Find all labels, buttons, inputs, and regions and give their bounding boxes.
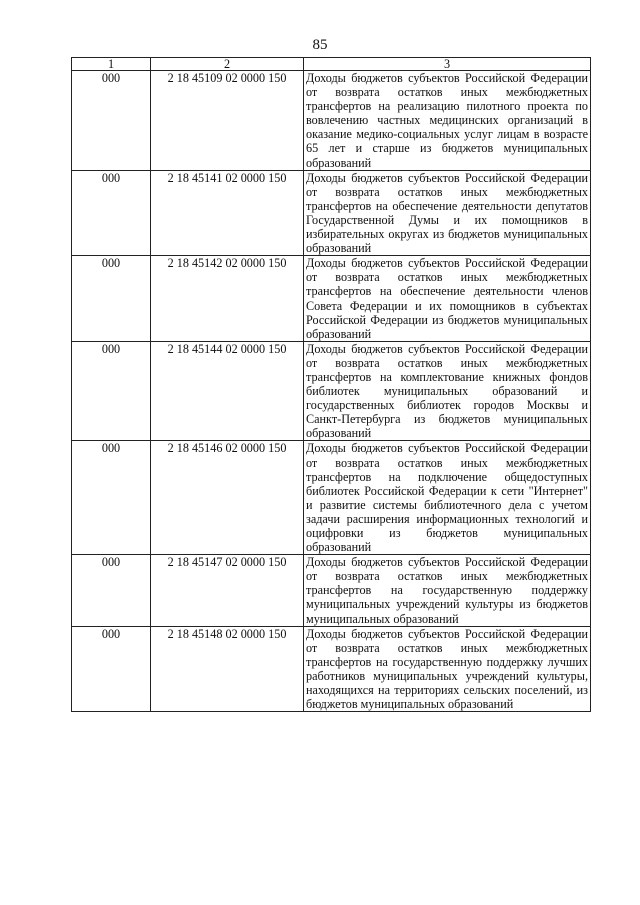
column-header-2: 2	[151, 58, 304, 71]
description-cell: Доходы бюджетов субъектов Российской Федерации от возврата остатков иных межбюджетных трансфертов на реализацию пилотного проекта по вовлечению частных медицинских организаций в оказание медико-социальных услуг лицам в возрасте 65 лет и старше из бюджетов муниципальных образований	[304, 71, 591, 171]
row-number-cell: 000	[72, 71, 151, 171]
description-cell: Доходы бюджетов субъектов Российской Федерации от возврата остатков иных межбюджетных трансфертов на комплектование книжных фондов библиотек муниципальных образований и государственных библиотек городов Москвы и Санкт-Петербурга из бюджетов муниципальных образований	[304, 341, 591, 441]
table-row	[72, 555, 591, 626]
table-row	[72, 626, 591, 712]
description-cell: Доходы бюджетов субъектов Российской Федерации от возврата остатков иных межбюджетных трансфертов на обеспечение деятельности депутатов Государственной Думы и их помощников в избирательных округах из бюджетов муниципальных образований	[304, 170, 591, 256]
table-row	[72, 441, 591, 555]
budget-code-cell: 2 18 45146 02 0000 150	[151, 441, 304, 555]
description-cell: Доходы бюджетов субъектов Российской Федерации от возврата остатков иных межбюджетных трансфертов на подключение общедоступных библиотек Российской Федерации к сети "Интернет" и развитие системы библиотечного дела с учетом задачи расширения информационных технологий и оцифровки из бюджетов муниципальных образований	[304, 441, 591, 555]
table-row	[72, 170, 591, 256]
page-number: 85	[312, 37, 328, 53]
budget-code-cell: 2 18 45142 02 0000 150	[151, 256, 304, 342]
budget-code-cell: 2 18 45147 02 0000 150	[151, 555, 304, 626]
budget-code-cell: 2 18 45141 02 0000 150	[151, 170, 304, 256]
table-row	[72, 256, 591, 342]
row-number-cell: 000	[72, 555, 151, 626]
row-number-cell: 000	[72, 626, 151, 712]
description-cell: Доходы бюджетов субъектов Российской Федерации от возврата остатков иных межбюджетных трансфертов на государственную поддержку муниципальных учреждений культуры из бюджетов муниципальных образований	[304, 555, 591, 626]
budget-code-cell: 2 18 45109 02 0000 150	[151, 71, 304, 171]
table-row	[72, 341, 591, 441]
row-number-cell: 000	[72, 256, 151, 342]
description-cell: Доходы бюджетов субъектов Российской Федерации от возврата остатков иных межбюджетных трансфертов на государственную поддержку лучших работников муниципальных учреждений культуры, находящихся на территориях сельских поселений, из бюджетов муниципальных образований	[304, 626, 591, 712]
budget-code-cell: 2 18 45144 02 0000 150	[151, 341, 304, 441]
column-header-1: 1	[72, 58, 151, 71]
description-cell: Доходы бюджетов субъектов Российской Федерации от возврата остатков иных межбюджетных трансфертов на обеспечение деятельности членов Совета Федерации и их помощников в субъектах Российской Федерации из бюджетов муниципальных образований	[304, 256, 591, 342]
row-number-cell: 000	[72, 341, 151, 441]
column-header-3: 3	[304, 58, 591, 71]
row-number-cell: 000	[72, 170, 151, 256]
row-number-cell: 000	[72, 441, 151, 555]
revenue-codes-table	[71, 57, 591, 712]
budget-code-cell: 2 18 45148 02 0000 150	[151, 626, 304, 712]
table-header-row	[72, 58, 591, 71]
table-row	[72, 71, 591, 171]
